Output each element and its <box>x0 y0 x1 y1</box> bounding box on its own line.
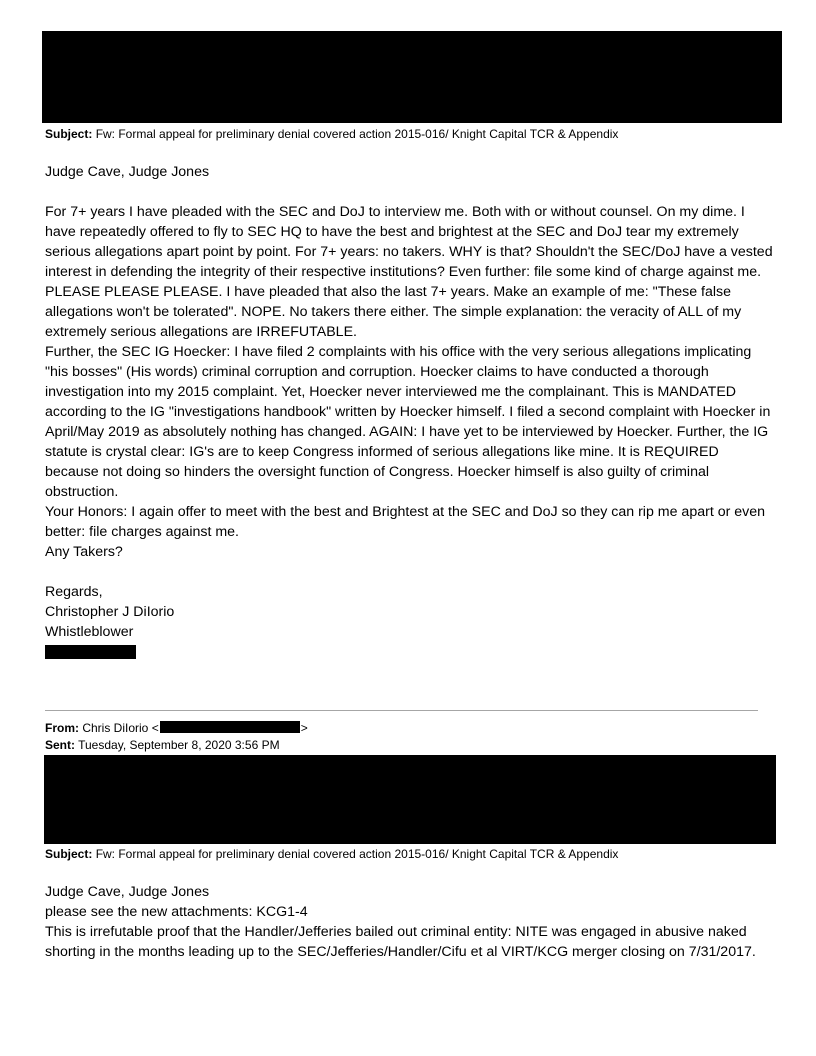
subject-label-2: Subject: <box>45 847 93 861</box>
closing: Regards, <box>45 584 103 600</box>
paragraph-4: Any Takers? <box>45 544 123 560</box>
sent-date: Tuesday, September 8, 2020 3:56 PM <box>78 738 280 752</box>
signature-title: Whistleblower <box>45 624 134 640</box>
email-redaction <box>160 721 300 733</box>
subject-text-2: Fw: Formal appeal for preliminary denial covered action 2015-016/ Knight Capital TCR & Appendix <box>95 847 619 861</box>
subject-line-2 <box>45 847 618 862</box>
redaction-block-middle <box>44 755 776 844</box>
paragraph-3: Your Honors: I again offer to meet with the best and Brightest at the SEC and DoJ so they can rip me apart or even better: file charges against me. <box>45 504 766 540</box>
salutation-2: Judge Cave, Judge Jones <box>45 884 210 900</box>
sent-label: Sent: <box>45 738 75 752</box>
redaction-block-top <box>42 31 782 123</box>
paragraph-1: For 7+ years I have pleaded with the SEC and DoJ to interview me. Both with or without counsel. On my dime. I have repeatedly offered to fly to SEC HQ to have the best and brightest at the SEC and DoJ tear my extremely serious allegations apart point by point. For 7+ years: no takers. WHY is that? Shouldn't the SEC/DoJ have a vested interest in defending the integrity of their respective institutions? Even further: file some kind of charge against me. PLEASE PLEASE PLEASE. I have pleaded that also the last 7+ years. Make an example of me: "These false allegations won't be tolerated". NOPE. No takers there either. The simple explanation: the veracity of ALL of my extremely serious allegations are IRREFUTABLE. <box>45 204 773 340</box>
sent-line <box>45 738 280 753</box>
message-body <box>45 162 775 659</box>
signature-redaction <box>45 645 136 659</box>
from-close: > <box>300 721 308 735</box>
message-body-2 <box>45 882 775 962</box>
attachments-note: please see the new attachments: KCG1-4 <box>45 904 308 920</box>
subject-label: Subject: <box>45 127 93 141</box>
from-line <box>45 721 308 736</box>
subject-line <box>45 127 618 142</box>
proof-statement: This is irrefutable proof that the Handler/Jefferies bailed out criminal entity: NITE was engaged in abusive naked shorting in the months leading up to the SEC/Jefferies/Handler/Cifu et al VIRT/KCG merger closing on 7/31/2017. <box>45 924 756 960</box>
from-name: Chris DiIorio < <box>82 721 159 735</box>
subject-text: Fw: Formal appeal for preliminary denial covered action 2015-016/ Knight Capital TCR & Appendix <box>95 127 619 141</box>
message-divider <box>45 710 758 711</box>
salutation: Judge Cave, Judge Jones <box>45 164 210 180</box>
paragraph-2: Further, the SEC IG Hoecker: I have filed 2 complaints with his office with the very serious allegations implicating "his bosses" (His words) criminal corruption and corruption. Hoecker claims to have conducted a thorough investigation into my 2015 complaint. Yet, Hoecker never interviewed me the complainant. This is MANDATED according to the IG "investigations handbook" written by Hoecker himself. I filed a second complaint with Hoecker in April/May 2019 as absolutely nothing has changed. AGAIN: I have yet to be interviewed by Hoecker. Further, the IG statute is crystal clear: IG's are to keep Congress informed of serious allegations like mine. It is REQUIRED because not doing so hinders the oversight function of Congress. Hoecker himself is also guilty of criminal obstruction. <box>45 344 771 500</box>
from-label: From: <box>45 721 79 735</box>
signature-name: Christopher J DiIorio <box>45 604 175 620</box>
